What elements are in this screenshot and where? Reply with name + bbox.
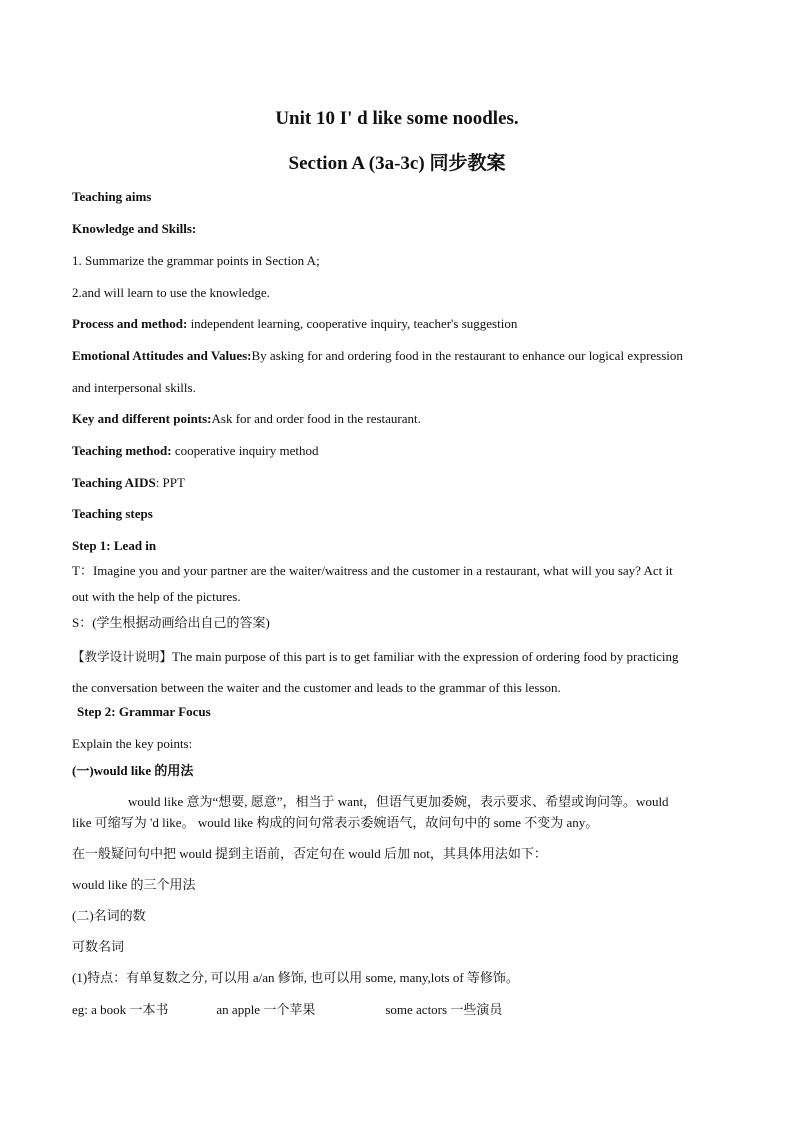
teaching-aids-label: Teaching AIDS [72, 475, 156, 490]
countable-nouns-heading: 可数名词 [72, 939, 125, 954]
document-title: Unit 10 I' d like some noodles. [275, 108, 519, 129]
step1-heading: Step 1: Lead in [72, 538, 157, 553]
noun-number-subheading: (二)名词的数 [72, 908, 146, 923]
design-note-text-2: the conversation between the waiter and the customer and leads to the grammar of this lesson. [72, 680, 561, 695]
teaching-aids-text: : PPT [155, 475, 185, 490]
process-method-line [72, 316, 728, 332]
design-note-text-1: The main purpose of this part is to get familiar with the expression of ordering food by practicing [172, 649, 679, 664]
countable-feature: (1)特点：有单复数之分, 可以用 a/an 修饰, 也可以用 some, many,lots of 等修饰。 [72, 970, 519, 985]
process-method-text: independent learning, cooperative inquiry, teacher's suggestion [187, 316, 518, 331]
example-2: an apple 一个苹果 [216, 1002, 316, 1017]
teaching-aims-heading: Teaching aims [72, 189, 152, 204]
document-subtitle: Section A (3a-3c) 同步教案 [288, 153, 506, 174]
design-note-label: 【教学设计说明】 [72, 649, 173, 664]
teaching-method-label: Teaching method: [72, 443, 172, 458]
would-like-subheading: (一)would like 的用法 [72, 763, 194, 778]
would-like-para-line-2: like 可缩写为 'd like。 would like 构成的问句常表示委婉语气，故问句中的 some 不变为 any。 [72, 815, 599, 830]
teaching-method-line [72, 443, 728, 459]
teaching-aids-line [72, 475, 728, 491]
emotional-text-1: By asking for and ordering food in the restaurant to enhance our logical expression [251, 348, 683, 363]
step1-student-line: S：(学生根据动画给出自己的答案) [72, 615, 270, 630]
example-1: eg: a book 一本书 [72, 1002, 169, 1017]
would-like-para-2: 在一般疑问句中把 would 提到主语前，否定句在 would 后加 not，其具体用法如下： [72, 846, 547, 861]
knowledge-skills-heading: Knowledge and Skills: [72, 221, 197, 236]
example-line [72, 1002, 728, 1018]
would-like-para-line-1: would like 意为“想要, 愿意”，相当于 want，但语气更加委婉，表示要求、希望或询问等。would [128, 794, 669, 809]
emotional-text-2: and interpersonal skills. [72, 380, 196, 395]
step2-explain: Explain the key points: [72, 736, 193, 751]
key-points-label: Key and different points: [72, 411, 212, 426]
emotional-line [72, 348, 728, 364]
step2-heading: Step 2: Grammar Focus [77, 704, 211, 719]
teaching-method-text: cooperative inquiry method [171, 443, 319, 458]
process-method-label: Process and method: [72, 316, 188, 331]
teaching-steps-heading: Teaching steps [72, 506, 153, 521]
key-points-line [72, 411, 728, 427]
key-points-text: Ask for and order food in the restaurant. [211, 411, 421, 426]
knowledge-item-1: 1. Summarize the grammar points in Section A; [72, 253, 320, 268]
emotional-label: Emotional Attitudes and Values: [72, 348, 252, 363]
would-like-usages: would like 的三个用法 [72, 877, 196, 892]
example-3: some actors 一些演员 [385, 1002, 503, 1017]
step1-teacher-line-2: out with the help of the pictures. [72, 589, 241, 604]
step1-teacher-line-1: T：Imagine you and your partner are the waiter/waitress and the customer in a restaurant, what will you say? Act it [72, 563, 673, 578]
design-note-line-1 [72, 649, 728, 665]
knowledge-item-2: 2.and will learn to use the knowledge. [72, 285, 270, 300]
